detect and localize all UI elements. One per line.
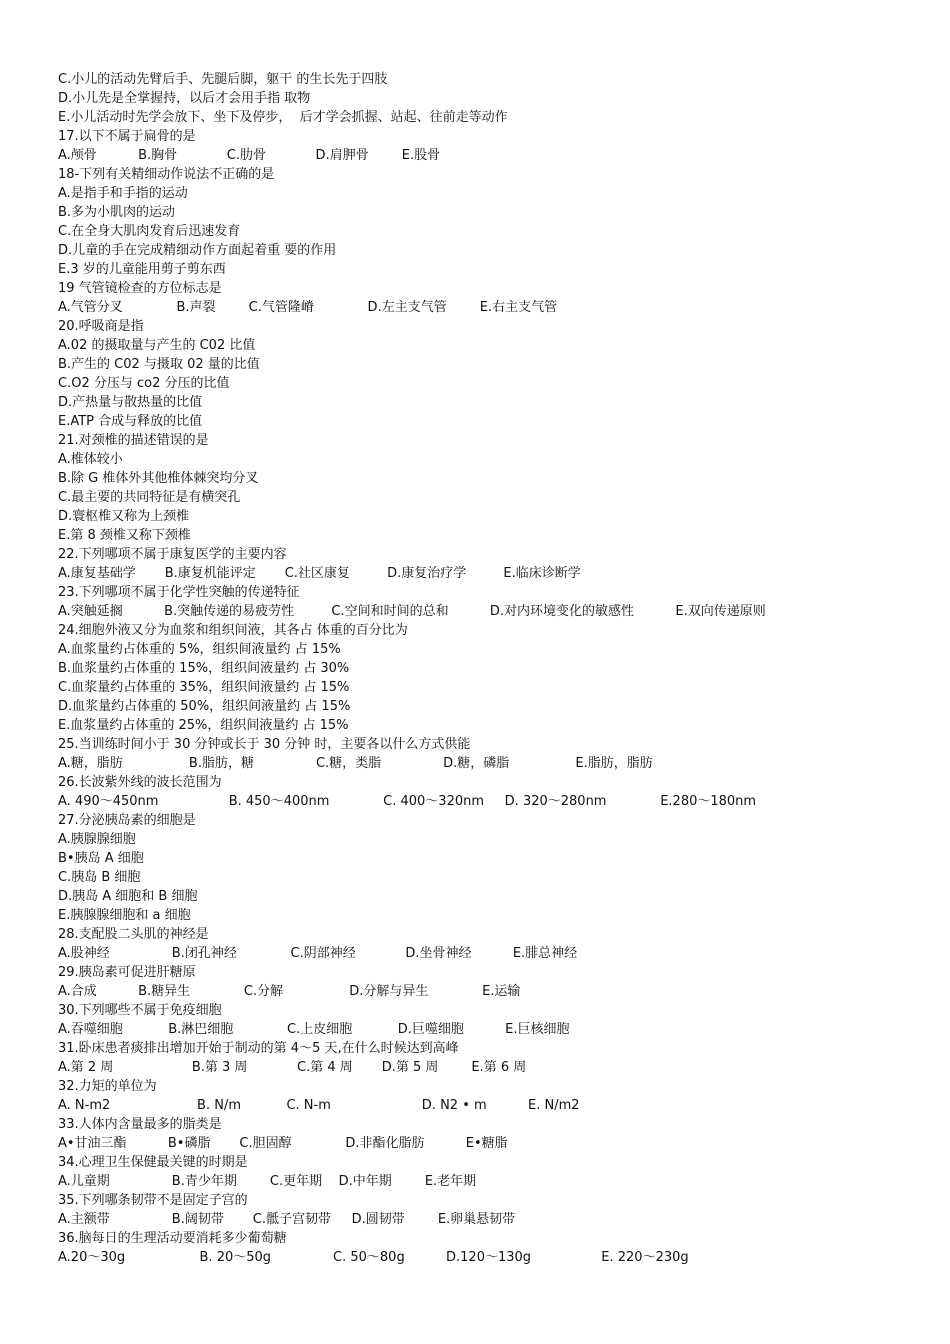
text-line: C.胰岛 B 细胞 xyxy=(58,870,141,885)
options-36: A.20～30g B. 20～50g C. 50～80g D.120～130g E. 220～230g xyxy=(58,1250,689,1265)
question-18: 18-下列有关精细动作说法不正确的是 xyxy=(58,167,275,182)
text-line: C.在全身大肌肉发育后迅速发育 xyxy=(58,224,241,239)
question-32: 32.力矩的单位为 xyxy=(58,1079,157,1094)
options-17: A.颅骨 B.胸骨 C.肋骨 D.肩胛骨 E.股骨 xyxy=(58,148,441,163)
question-30: 30.下列哪些不属于免疫细胞 xyxy=(58,1003,222,1018)
options-25: A.糖，脂肪 B.脂肪，糖 C.糖，类脂 D.糖，磷脂 E.脂肪，脂肪 xyxy=(58,756,653,771)
text-line: E.胰腺腺细胞和 a 细胞 xyxy=(58,908,191,923)
text-line: D.产热量与散热量的比值 xyxy=(58,395,203,410)
document-page xyxy=(58,70,918,1267)
question-20: 20.呼吸商是指 xyxy=(58,319,144,334)
question-35: 35.下列哪条韧带不是固定子宫的 xyxy=(58,1193,248,1208)
text-line: E.血浆量约占体重的 25%，组织间液量约 占 15% xyxy=(58,718,349,733)
text-line: C.O2 分压与 co2 分压的比值 xyxy=(58,376,230,391)
question-25: 25.当训练时间小于 30 分钟或长于 30 分钟 时，主要各以什么方式供能 xyxy=(58,737,471,752)
options-26: A. 490～450nm B. 450～400nm C. 400～320nm D. 320～280nm E.280～180nm xyxy=(58,794,757,809)
text-line: E.小儿活动时先学会放下、坐下及停步， 后才学会抓握、站起、往前走等动作 xyxy=(58,110,508,125)
options-31: A.第 2 周 B.第 3 周 C.第 4 周 D.第 5 周 E.第 6 周 xyxy=(58,1060,527,1075)
question-33: 33.人体内含量最多的脂类是 xyxy=(58,1117,222,1132)
text-line: C.血浆量约占体重的 35%，组织间液量约 占 15% xyxy=(58,680,350,695)
text-line: B.除 G 椎体外其他椎体棘突均分叉 xyxy=(58,471,259,486)
question-31: 31.卧床患者痰排出增加开始于制动的第 4～5 天,在什么时候达到高峰 xyxy=(58,1041,459,1056)
options-19: A.气管分叉 B.声裂 C.气管隆嵴 D.左主支气管 E.右主支气管 xyxy=(58,300,558,315)
text-line: B.产生的 C02 与摄取 02 量的比值 xyxy=(58,357,260,372)
text-line: D.儿童的手在完成精细动作方面起着重 要的作用 xyxy=(58,243,337,258)
question-28: 28.支配股二头肌的神经是 xyxy=(58,927,209,942)
question-19: 19 气管镜检查的方位标志是 xyxy=(58,281,222,296)
text-line: E.第 8 颈椎又称下颈椎 xyxy=(58,528,191,543)
options-23: A.突触延搁 B.突触传递的易疲劳性 C.空间和时间的总和 D.对内环境变化的敏感性 E.双向传递原则 xyxy=(58,604,766,619)
options-28: A.股神经 B.闭孔神经 C.阴部神经 D.坐骨神经 E.腓总神经 xyxy=(58,946,578,961)
text-line: D.胰岛 A 细胞和 B 细胞 xyxy=(58,889,198,904)
text-line: D.血浆量约占体重的 50%，组织间液量约 占 15% xyxy=(58,699,351,714)
question-23: 23.下列哪项不属于化学性突触的传递特征 xyxy=(58,585,300,600)
text-line: C.小儿的活动先臂后手、先腿后脚，躯干 的生长先于四肢 xyxy=(58,72,388,87)
text-line: A.02 的摄取量与产生的 C02 比值 xyxy=(58,338,256,353)
text-line: A.胰腺腺细胞 xyxy=(58,832,136,847)
text-line: C.最主要的共同特征是有横突孔 xyxy=(58,490,241,505)
question-26: 26.长波紫外线的波长范围为 xyxy=(58,775,222,790)
text-line: D.小儿先是全掌握持，以后才会用手指 取物 xyxy=(58,91,311,106)
text-line: B•胰岛 A 细胞 xyxy=(58,851,144,866)
question-17: 17.以下不属于扁骨的是 xyxy=(58,129,196,144)
options-22: A.康复基础学 B.康复机能评定 C.社区康复 D.康复治疗学 E.临床诊断学 xyxy=(58,566,581,581)
text-line: A.椎体较小 xyxy=(58,452,123,467)
options-32: A. N-m2 B. N/m C. N-m D. N2 • m E. N/m2 xyxy=(58,1098,580,1113)
options-34: A.儿童期 B.青少年期 C.更年期 D.中年期 E.老年期 xyxy=(58,1174,477,1189)
text-line: A.血浆量约占体重的 5%，组织间液量约 占 15% xyxy=(58,642,341,657)
text-line: D.寰枢椎又称为上颈椎 xyxy=(58,509,190,524)
text-line: E.ATP 合成与释放的比值 xyxy=(58,414,203,429)
text-line: B.血浆量约占体重的 15%，组织间液量约 占 30% xyxy=(58,661,350,676)
options-35: A.主额带 B.阔韧带 C.骶子宫韧带 D.圆韧带 E.卵巢悬韧带 xyxy=(58,1212,516,1227)
options-29: A.合成 B.糖异生 C.分解 D.分解与异生 E.运输 xyxy=(58,984,521,999)
question-36: 36.脑每日的生理活动要消耗多少葡萄糖 xyxy=(58,1231,287,1246)
question-21: 21.对颈椎的描述错误的是 xyxy=(58,433,209,448)
text-line: B.多为小肌肉的运动 xyxy=(58,205,176,220)
options-33: A•甘油三酯 B•磷脂 C.胆固醇 D.非酯化脂肪 E•糖脂 xyxy=(58,1136,508,1151)
question-29: 29.胰岛素可促进肝糖原 xyxy=(58,965,196,980)
question-22: 22.下列哪项不属于康复医学的主要内容 xyxy=(58,547,287,562)
options-30: A.吞噬细胞 B.淋巴细胞 C.上皮细胞 D.巨噬细胞 E.巨核细胞 xyxy=(58,1022,570,1037)
text-line: A.是指手和手指的运动 xyxy=(58,186,188,201)
question-34: 34.心理卫生保健最关键的时期是 xyxy=(58,1155,248,1170)
text-line: E.3 岁的儿童能用剪子剪东西 xyxy=(58,262,226,277)
question-24: 24.细胞外液又分为血浆和组织间液，其各占 体重的百分比为 xyxy=(58,623,408,638)
question-27: 27.分泌胰岛素的细胞是 xyxy=(58,813,196,828)
